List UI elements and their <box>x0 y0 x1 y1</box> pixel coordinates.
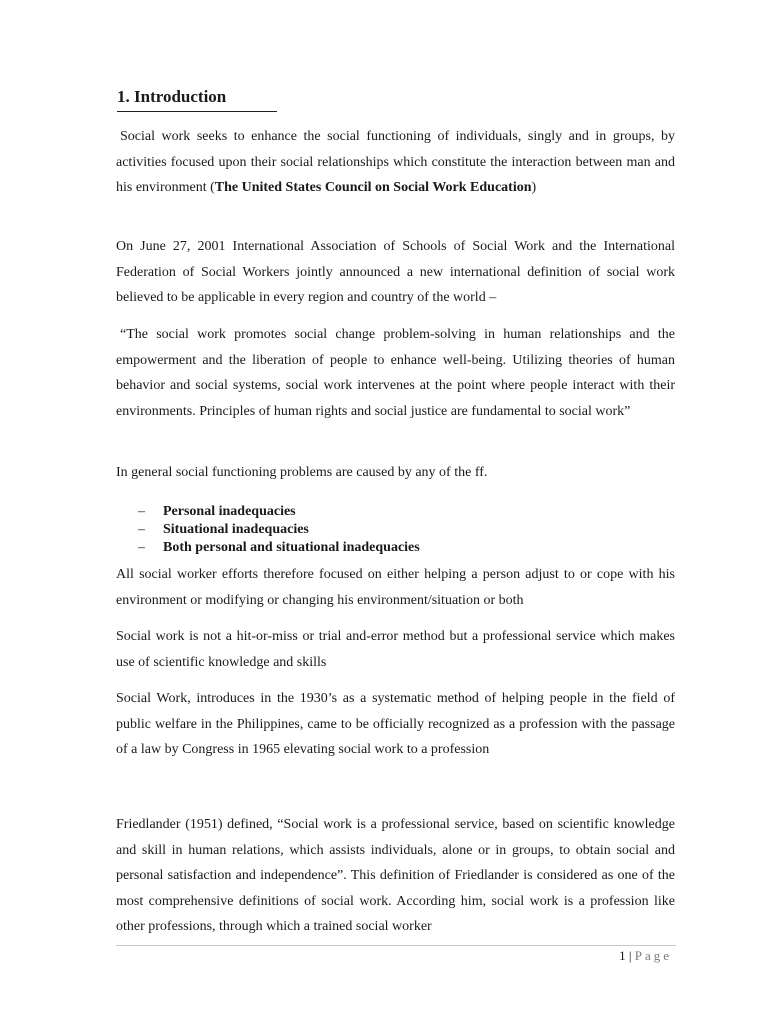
dash-bullet: – <box>138 504 145 519</box>
source-citation: The United States Council on Social Work Education <box>214 180 532 196</box>
page-number: 1 <box>619 948 626 963</box>
paragraph-friedlander: Friedlander (1951) defined, “Social work is a professional service, based on scientific knowledge and skill in human relations, which assists individuals, alone or in groups, to obtain social and personal satisfaction and independence”. This definition of Friedlander is considered as one of the most comprehensive definitions of social work. According him, social work is a profession like other professions, through which a trained social worker <box>116 817 675 935</box>
paragraph-professional-service: Social work is not a hit-or-miss or trial and-error method but a professional service which makes use of scientific knowledge and skills <box>116 629 675 670</box>
citation-close: ) <box>531 180 537 196</box>
paragraph-quote: “The social work promotes social change problem-solving in human relationships and the empowerment and the liberation of people to enhance well-being. Utilizing theories of human behavior and social systems, social work intervenes at the point where people interact with their environments. Principles of human rights and social justice are fundamental to social work” <box>116 327 675 419</box>
list-item <box>116 503 420 521</box>
section-heading <box>117 86 277 112</box>
paragraph-definition-text: Social work seeks to enhance the social functioning of individuals, singly and in groups, by activities focused upon their social relationships which constitute the interaction between man and his environment ( <box>116 129 675 196</box>
heading-text: 1. Introduction <box>117 87 227 106</box>
paragraph-efforts: All social worker efforts therefore focused on either helping a person adjust to or cope with his environment or modifying or changing his environment/situation or both <box>116 567 675 608</box>
paragraph-philippines: Social Work, introduces in the 1930’s as a systematic method of helping people in the field of public welfare in the Philippines, came to be officially recognized as a profession with the passage of a law by Congress in 1965 elevating social work to a profession <box>116 691 675 758</box>
heading-underline <box>117 111 277 112</box>
page-footer <box>619 948 672 964</box>
paragraph-definition <box>116 124 675 201</box>
page-label: Page <box>634 948 672 963</box>
paragraph-causes-intro: In general social functioning problems are caused by any of the ff. <box>116 465 488 480</box>
list-item-text: Situational inadequacies <box>163 522 309 537</box>
list-item-text: Personal inadequacies <box>163 504 296 519</box>
list-item <box>116 521 420 539</box>
dash-bullet: – <box>138 522 145 537</box>
footer-separator: | <box>628 948 632 963</box>
footer-divider <box>116 945 676 946</box>
causes-list <box>116 503 420 557</box>
list-item <box>116 539 420 557</box>
paragraph-iassw: On June 27, 2001 International Association of Schools of Social Work and the International Federation of Social Workers jointly announced a new international definition of social work believed to be applicable in every region and country of the world – <box>116 239 675 306</box>
list-item-text: Both personal and situational inadequacies <box>163 540 420 555</box>
dash-bullet: – <box>138 540 145 555</box>
